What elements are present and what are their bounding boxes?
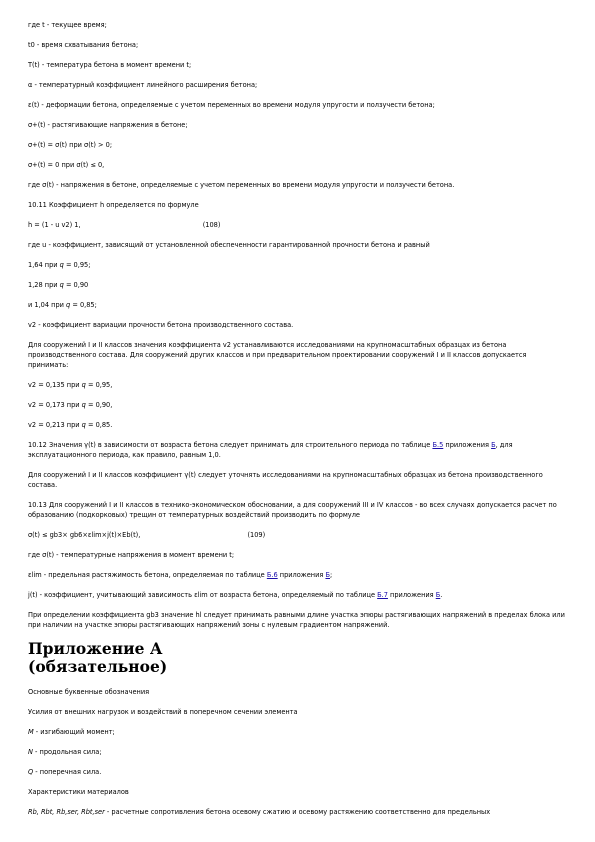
text-line: σ+(t) = σ(t) при σ(t) > 0;	[28, 141, 113, 149]
text-line: j(t) - коэффициент, учитывающий зависимость εlim от возраста бетона, определяемый по таблице Б.7 приложения Б.	[28, 591, 443, 599]
symbol-definition: Rb, Rbt, Rb,ser, Rbt,ser - расчетные сопротивления бетона осевому сжатию и осевому растяжению соответственно для предельных	[28, 808, 491, 816]
text-line: 1,64 при q = 0,95;	[28, 261, 91, 269]
text-line: εlim - предельная растяжимость бетона, определяемая по таблице Б.6 приложения Б;	[28, 571, 333, 579]
link-table-b6[interactable]: Б.6	[266, 571, 278, 579]
formula-text: σ(t) ≤ gb3× gb6×εlim×j(t)×Eb(t),	[28, 531, 141, 539]
text-line: где σ(t) - напряжения в бетоне, определяемые с учетом переменных во времени модуля упругости и ползучести бетона.	[28, 181, 455, 189]
text-line: T(t) - температура бетона в момент времени t;	[28, 61, 192, 69]
text-line: где t - текущее время;	[28, 21, 107, 29]
document-page	[28, 20, 568, 817]
text-line: v2 = 0,135 при q = 0,95,	[28, 381, 113, 389]
section-clause-10-12: 10.12 Значения γ(t) в зависимости от возраста бетона следует принимать для строительного периода по таблице Б.5 приложения Б, для эксплуатационного периода, как правило, равным 1,0.	[28, 441, 513, 459]
section-heading: Характеристики материалов	[28, 788, 129, 796]
text-line: v2 = 0,213 при q = 0,85.	[28, 421, 113, 429]
text-line: и 1,04 при q = 0,85;	[28, 301, 97, 309]
formula-text: h = (1 - u v2) 1,	[28, 221, 81, 229]
text-line: α - температурный коэффициент линейного расширения бетона;	[28, 81, 258, 89]
paragraph: Для сооружений I и II классов значения коэффициента v2 устанавливаются исследованиями на крупномасштабных образцах из бетона производственного состава. Для сооружений других классов и при предварительном проектировании сооружений I и II классов допускается принимать:	[28, 341, 527, 369]
link-appendix-b[interactable]: Б	[491, 441, 496, 449]
text-line: t0 - время схватывания бетона;	[28, 41, 139, 49]
text-line: σ+(t) = 0 при σ(t) ≤ 0,	[28, 161, 105, 169]
text-line: v2 = 0,173 при q = 0,90,	[28, 401, 113, 409]
link-table-b7[interactable]: Б.7	[377, 591, 388, 599]
paragraph: Для сооружений I и II классов коэффициент γ(t) следует уточнять исследованиями на крупномасштабных образцах из бетона производственного состава.	[28, 471, 543, 489]
link-table-b5[interactable]: Б.5	[432, 441, 444, 449]
text-line: где σ(t) - температурные напряжения в момент времени t;	[28, 551, 235, 559]
text-line: σ+(t) - растягивающие напряжения в бетоне;	[28, 121, 188, 129]
section-heading: Усилия от внешних нагрузок и воздействий в поперечном сечении элемента	[28, 708, 298, 716]
paragraph: При определении коэффициента gb3 значение hl следует принимать равными длине участка эпюры растягивающих напряжений в пределах блока или при наличии на участке эпюры растягивающих напряжений зоны с нулевым градиентом напряжений.	[28, 611, 565, 629]
formula-108	[28, 220, 568, 230]
text-line: ε(t) - деформации бетона, определяемые с учетом переменных во времени модуля упругости и ползучести бетона;	[28, 101, 435, 109]
symbol-definition: M - изгибающий момент;	[28, 728, 115, 736]
appendix-title: Приложение А (обязательное)	[28, 639, 168, 676]
text-line: 1,28 при q = 0,90	[28, 281, 89, 289]
section-clause-10-11: 10.11 Коэффициент h определяется по формуле	[28, 201, 199, 209]
text-line: где u - коэффициент, зависящий от установленной обеспеченности гарантированной прочности бетона и равный	[28, 241, 430, 249]
appendix-subtitle: Основные буквенные обозначения	[28, 688, 150, 696]
formula-number: (109)	[247, 531, 266, 539]
symbol-definition: N - продольная сила;	[28, 748, 102, 756]
link-appendix-b[interactable]: Б	[435, 591, 441, 599]
symbol-definition: Q - поперечная сила.	[28, 768, 102, 776]
section-clause-10-13: 10.13 Для сооружений I и II классов в технико-экономическом обосновании, а для сооружений III и IV классов - во всех случаях допускается расчет по образованию (подкорковых) трещин от температурных воздействий производить по формуле	[28, 501, 557, 519]
text-line: v2 - коэффициент вариации прочности бетона производственного состава.	[28, 321, 294, 329]
link-appendix-b[interactable]: Б	[325, 571, 330, 579]
formula-109	[28, 530, 568, 540]
formula-number: (108)	[202, 221, 221, 229]
